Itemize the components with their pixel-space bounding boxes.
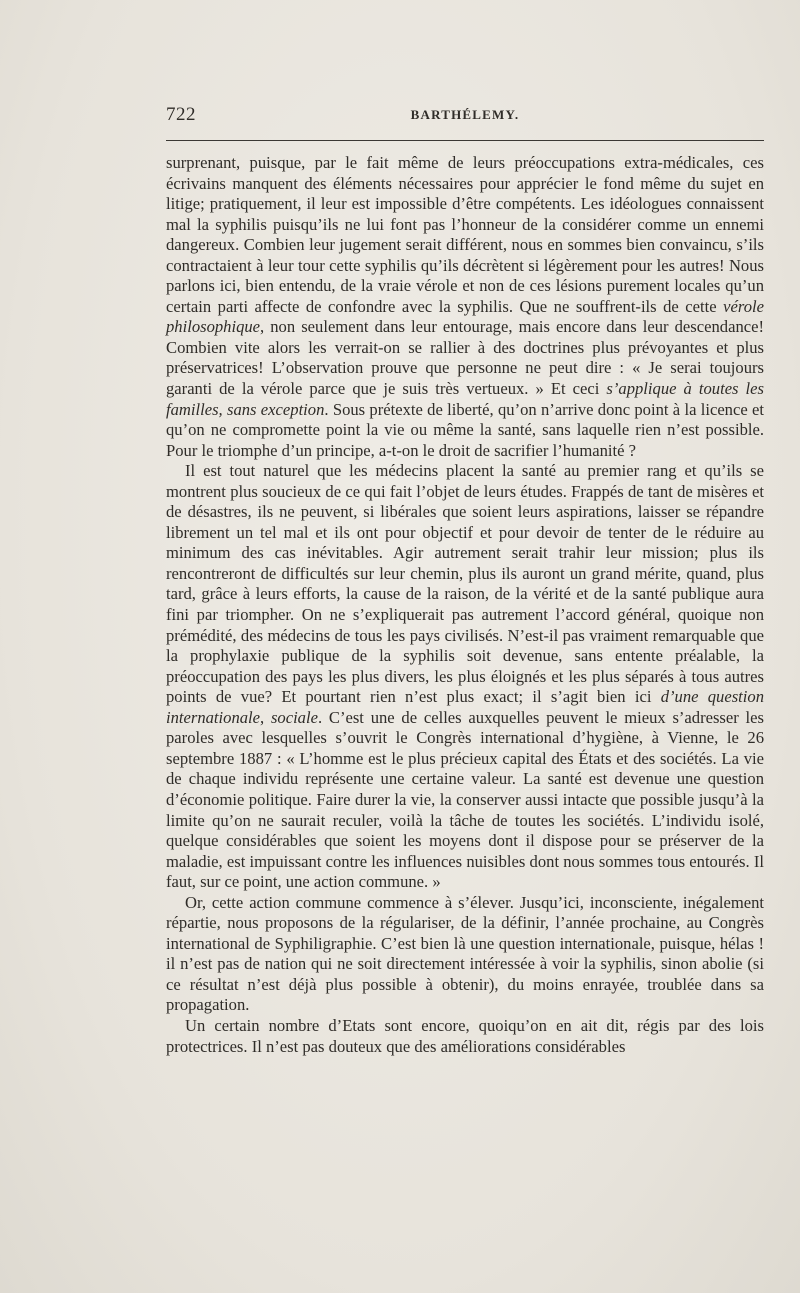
body-text	[166, 153, 764, 1057]
paragraph	[166, 1016, 764, 1057]
page-header	[166, 104, 764, 128]
text-run: , non seulement dans leur entourage, mais encore dans leur descendance! Combien vite alors les verrait-on se rallier à des doctrines plus prévoyantes et plus préservatrices! L’observation prouve que personne ne peut dire : « Je serai toujours garanti de la vérole parce que je suis très vertueux. » Et ceci	[166, 317, 764, 399]
paragraph	[166, 153, 764, 461]
running-head: BARTHÉLEMY.	[410, 107, 520, 122]
italic-text: sociale	[270, 707, 318, 727]
text-run: Un certain nombre d’Etats sont encore, quoiqu’on en ait dit, régis par des lois protectrices. Il n’est pas douteux que des améliorations considérables	[166, 1015, 764, 1056]
page-number: 722	[166, 104, 196, 125]
text-run: Or, cette action commune commence à s’élever. Jusqu’ici, inconsciente, inégalement répartie, nous proposons de la régulariser, de la définir, l’année prochaine, au Congrès international de Syphiligraphie. C’est bien là une question internationale, puisque, hélas ! il n’est pas de nation qui ne soit directement intéressée à voir la syphilis, sinon abolie (si ce résultat n’est déjà plus possible à obtenir), du moins enrayée, troublée dans sa propagation.	[166, 892, 764, 1015]
paragraph	[166, 461, 764, 892]
italic-text: d’une question internationale	[166, 687, 764, 727]
italic-text: s’applique à toutes les familles, sans exception	[166, 379, 764, 419]
text-run: ,	[260, 707, 271, 727]
header-rule	[166, 140, 764, 141]
text-run: Il est tout naturel que les médecins placent la santé au premier rang et qu’ils se montrent plus soucieux de ce qui fait l’objet de leurs études. Frappés de tant de misères et de désastres, ils ne peuvent, si libérales que soient leurs aspirations, laisser se répandre librement un tel mal et ils ont pour objectif et pour devoir de tenter de le réduire au minimum des cas inévitables. Agir autrement serait trahir leur mission; plus ils rencontreront de difficultés sur leur chemin, plus ils auront un grand mérite, quand, plus tard, grâce à leurs efforts, la cause de la raison, de la vérité et de la santé publique aura fini par triompher. On ne s’expliquerait pas autrement l’accord général, quoique non prémédité, des médecins de tous les pays civilisés. N’est-il pas vraiment remarquable que la prophylaxie publique de la syphilis soit devenue, sans entente préalable, la préoccupation des pays les plus divers, les plus éloignés et les plus séparés à tous autres points de vue? Et pourtant rien n’est plus exact; il s’agit bien ici	[166, 461, 764, 707]
paragraph	[166, 893, 764, 1016]
italic-text: vérole philosophique	[166, 296, 764, 337]
text-run: . C’est une de celles auxquelles peuvent le mieux s’adresser les paroles avec lesquelles s’ouvrit le Congrès international d’hygiène, à Vienne, le 26 septembre 1887 : « L’homme est le plus précieux capital des États et des sociétés. La vie de chaque individu représente une certaine valeur. La santé est devenue une question d’économie politique. Faire durer la vie, la conserver aussi intacte que possible jusqu’à la limite qu’on ne saurait reculer, voilà la tâche de toutes les sociétés. L’individu isolé, quelque considérables que soient les moyens dont il dispose pour se préserver de la maladie, est impuissant contre les influences nuisibles dont nous sommes tous entourés. Il faut, sur ce point, une action commune. »	[166, 707, 764, 892]
text-run: . Sous prétexte de liberté, qu’on n’arrive donc point à la licence et qu’on ne compromette point la vie ou même la santé, sans laquelle rien n’est possible. Pour le triomphe d’un principe, a-t-on le droit de sacrifier l’humanité ?	[166, 399, 764, 460]
text-run: surprenant, puisque, par le fait même de leurs préoccupations extra-médicales, ces écrivains manquent des éléments nécessaires pour apprécier le fond même du sujet en litige; pratiquement, il leur est impossible d’être compétents. Les idéologues connaissent mal la syphilis puisqu’ils ne lui font pas l’honneur de la considérer comme un ennemi dangereux. Combien leur jugement serait différent, nous en sommes bien convaincu, s’ils contractaient à leur tour cette syphilis qu’ils décrètent si légèrement pour les autres! Nous parlons ici, bien entendu, de la vraie vérole et non de ces lésions purement locales qu’un certain parti affecte de confondre avec la syphilis. Que ne souffrent-ils de cette	[166, 153, 764, 316]
